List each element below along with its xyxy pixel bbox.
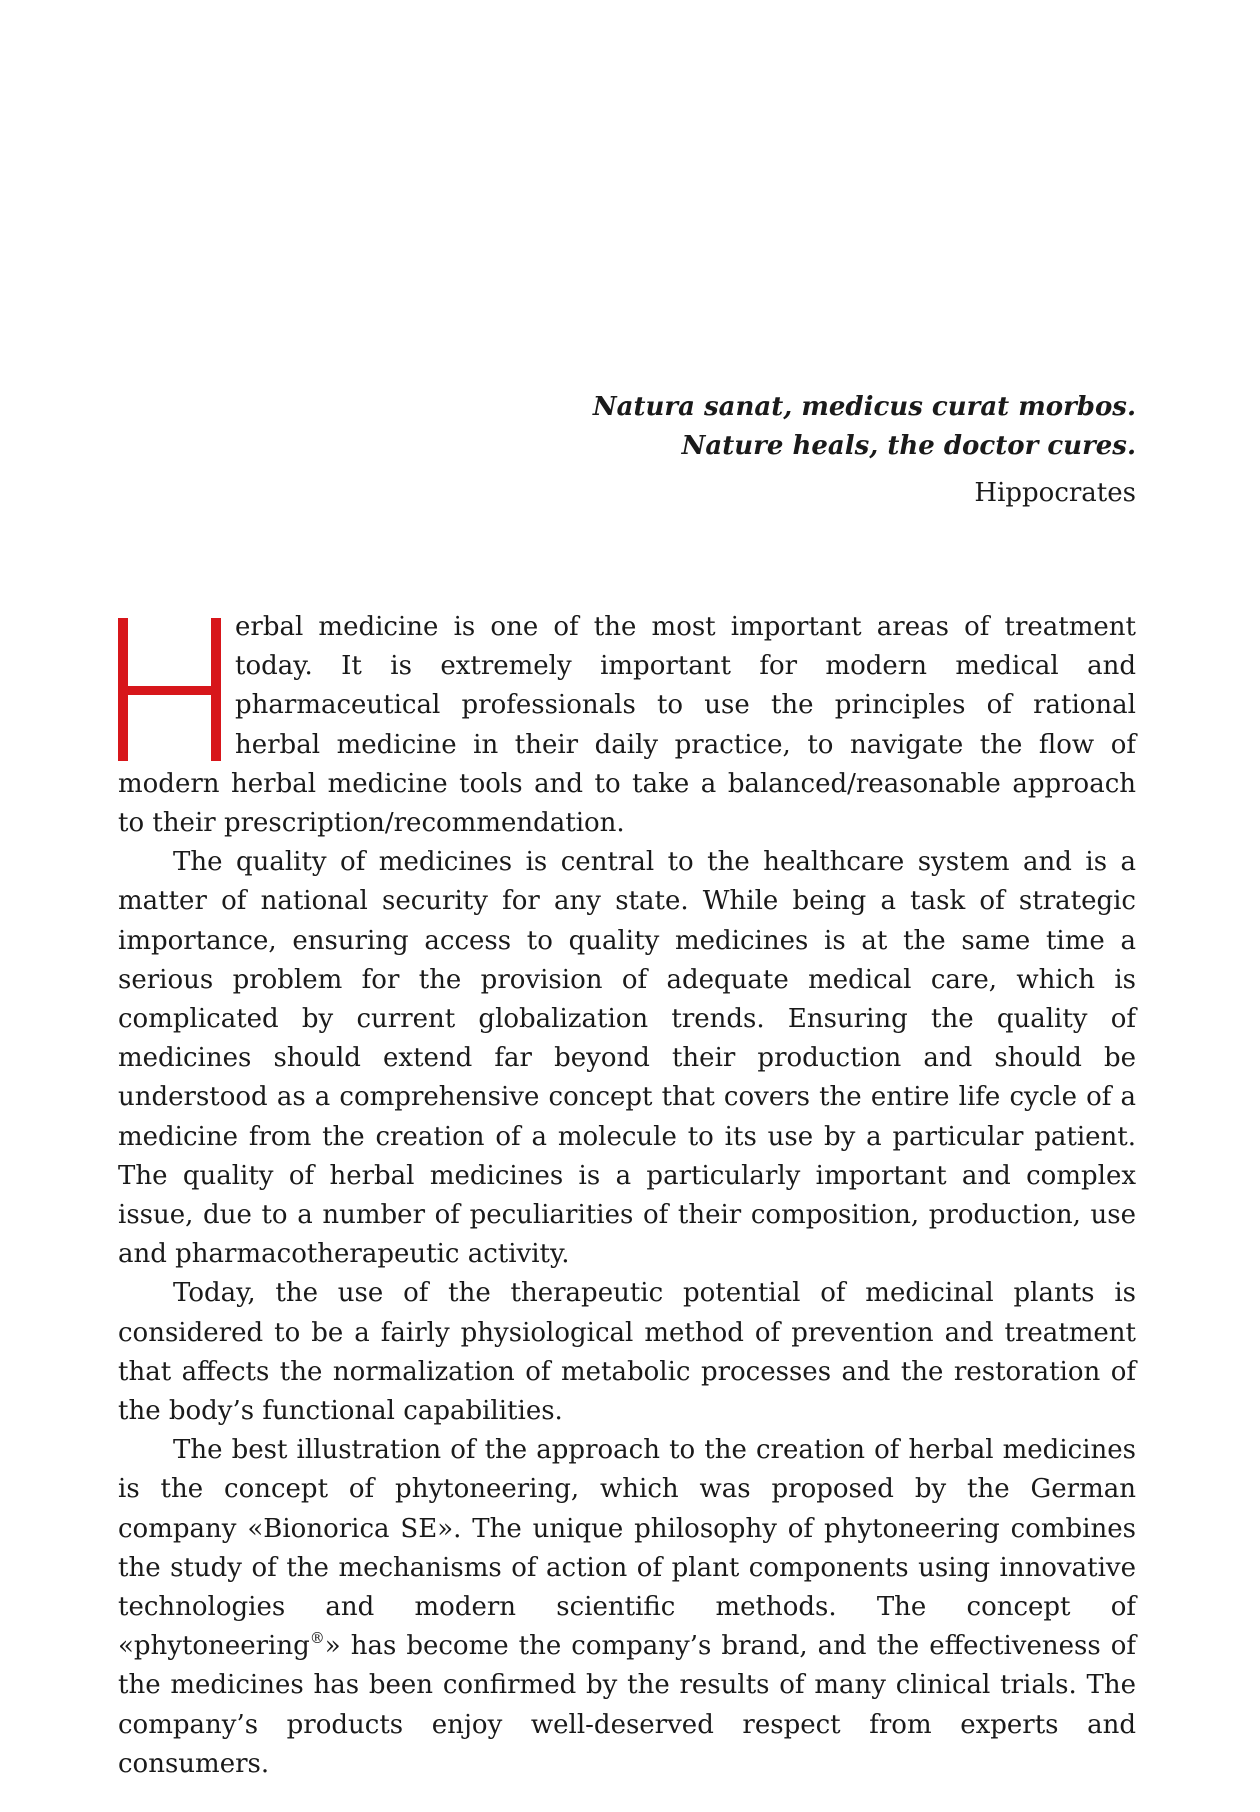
paragraph-1-text: erbal medicine is one of the most important areas of treatment today. It is extremely important for modern medical and pharmaceutical professionals to use the principles of rational herbal medicine in their daily practice, to navigate the flow of modern herbal medicine tools and to take a balanced/reasonable approach to their prescription/recommendation. xyxy=(118,612,1136,839)
registered-mark: ® xyxy=(309,1629,325,1648)
epigraph-english-quote: Nature heals, the doctor cures. xyxy=(681,431,1136,461)
paragraph-4-text-start: The best illustration of the approach to the creation of herbal medicines is the concept of phytoneering, which was proposed by the German company «Bionorica SE». The unique philosophy of phytoneering combines the study of the mechanisms of action of plant components using innovative technologies and modern scientific methods. The concept of «phytoneering xyxy=(118,1435,1136,1662)
drop-cap-glyph xyxy=(118,618,221,761)
epigraph-latin-quote: Natura sanat, medicus curat morbos. xyxy=(592,392,1136,422)
epigraph xyxy=(576,388,1136,513)
paragraph-4 xyxy=(118,1431,1136,1784)
paragraph-1 xyxy=(118,608,1136,843)
body-text xyxy=(118,608,1136,1784)
paragraph-2: The quality of medicines is central to the healthcare system and is a matter of national security for any state. While being a task of strategic importance, ensuring access to quality medicines is at the same time a serious problem for the provision of adequate medical care, which is complicated by current globalization trends. Ensuring the quality of medicines should extend far beyond their production and should be understood as a comprehensive concept that covers the entire life cycle of a medicine from the creation of a molecule to its use by a particular patient. The quality of herbal medicines is a particularly important and complex issue, due to a number of peculiarities of their composition, production, use and pharmacotherapeutic activity. xyxy=(118,847,1136,1270)
paragraph-3: Today, the use of the therapeutic potential of medicinal plants is considered to be a fairly physiological method of prevention and treatment that affects the normalization of metabolic processes and the restoration of the body’s functional capabilities. xyxy=(118,1278,1136,1427)
epigraph-author: Hippocrates xyxy=(974,478,1136,508)
drop-cap-letter xyxy=(118,618,221,761)
paragraph-4-text-end: » has become the company’s brand, and the effectiveness of the medicines has been confirmed by the results of many clinical trials. The company’s products enjoy well-deserved respect from experts and consumers. xyxy=(118,1631,1136,1779)
